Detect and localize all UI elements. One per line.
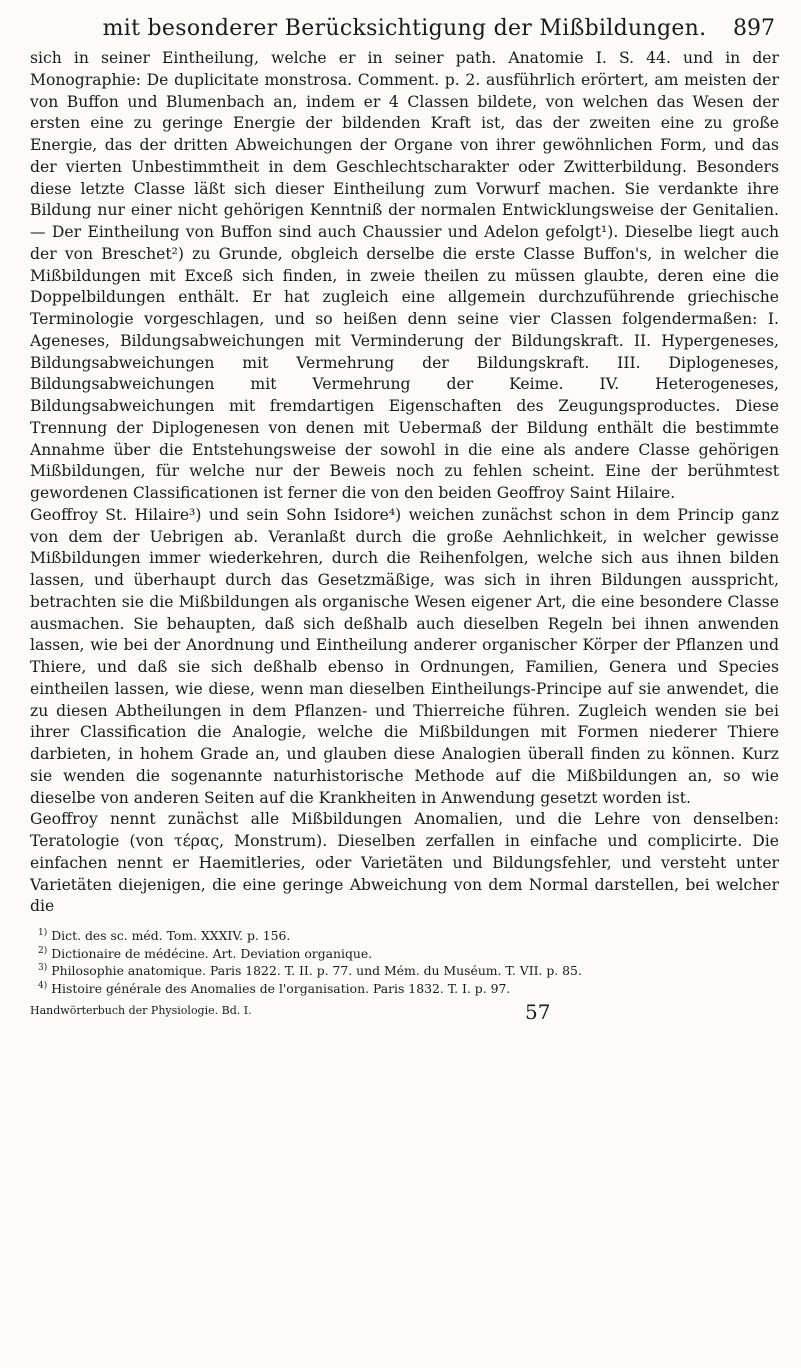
page-number: 897 <box>733 16 775 41</box>
footnote-text: Histoire générale des Anomalies de l'organisation. Paris 1832. T. I. p. 97. <box>51 980 511 996</box>
footnote-text: Dict. des sc. méd. Tom. XXXIV. p. 156. <box>51 928 291 944</box>
footnotes <box>30 926 779 996</box>
footnote-3 <box>38 961 779 979</box>
footnote-text: Dictionaire de médécine. Art. Deviation organique. <box>51 945 373 961</box>
footnote-number: 2) <box>38 945 48 956</box>
footnote-text: Philosophie anatomique. Paris 1822. T. II. p. 77. und Mém. du Muséum. T. VII. p. 85. <box>51 963 582 979</box>
page-header <box>30 10 779 48</box>
footnote-number: 3) <box>38 963 48 974</box>
running-title: mit besonderer Berücksichtigung der Mißbildungen. <box>102 16 707 41</box>
paragraph-3: Geoffroy nennt zunächst alle Mißbildungen Anomalien, und die Lehre von denselben: Teratologie (von τέρας, Monstrum). Dieselben zerfallen in einfache und complicirte. Die einfachen nennt er Haemitleries, oder Varietäten und Bildungsfehler, und versteht unter Varietäten diejenigen, die eine geringe Abweichung von dem Normal darstellen, bei welcher die <box>30 810 779 916</box>
footnote-number: 1) <box>38 928 48 938</box>
page-footer <box>30 1002 779 1032</box>
footnote-1 <box>38 926 779 944</box>
printer-signature: Handwörterbuch der Physiologie. Bd. I. <box>30 1004 252 1018</box>
paragraph-2: Geoffroy St. Hilaire³) und sein Sohn Isidore⁴) weichen zunächst schon in dem Princip ganz von dem der Uebrigen ab. Veranlaßt durch die große Aehnlichkeit, in welcher gewisse Mißbildungen immer wiederkehren, durch die Reihenfolgen, welche sich aus ihnen bilden lassen, und überhaupt durch das Gesetzmäßige, was sich in ihren Bildungen ausspricht, betrachten sie die Mißbildungen als organische Wesen eigener Art, die eine besondere Classe ausmachen. Sie behaupten, daß sich deßhalb auch dieselben Regeln bei ihnen anwenden lassen, wie bei der Anordnung und Eintheilung anderer organischer Körper der Pflanzen und Thiere, und daß sie sich deßhalb ebenso in Ordnungen, Familien, Genera und Species eintheilen lassen, wie diese, wenn man dieselben Eintheilungs-Principe auf sie anwendet, die zu diesen Abtheilungen in dem Pflanzen- und Thierreiche führen. Zugleich wenden sie bei ihrer Classification die Analogie, welche die Mißbildungen mit Formen niederer Thiere darbieten, in hohem Grade an, und glauben diese Analogien überall finden zu können. Kurz sie wenden die sogenannte naturhistorische Methode auf die Mißbildungen an, so wie dieselbe von anderen Seiten auf die Krankheiten in Anwendung gesetzt worden ist. <box>30 505 779 807</box>
body-text <box>30 48 779 918</box>
signature-mark: 57 <box>525 1000 551 1025</box>
paragraph-1: sich in seiner Eintheilung, welche er in seiner path. Anatomie I. S. 44. und in der Monographie: De duplicitate monstrosa. Comment. p. 2. ausführlich erörtert, am meisten der von Buffon und Blumenbach an, indem er 4 Classen bildete, von welchen das Wesen der ersten eine zu geringe Energie der bildenden Kraft ist, das der zweiten eine zu große Energie, das der dritten Abweichungen der Organe von ihrer gewöhnlichen Form, und das der vierten Unbestimmtheit in dem Geschlechtscharakter oder Zwitterbildung. Besonders diese letzte Classe läßt sich dieser Eintheilung zum Vorwurf machen. Sie verdankte ihre Bildung nur einer nicht gehörigen Kenntniß der normalen Entwicklungsweise der Genitalien. — Der Eintheilung von Buffon sind auch Chaussier und Adelon gefolgt¹). Dieselbe liegt auch der von Breschet²) zu Grunde, obgleich derselbe die erste Classe Buffon's, in welcher die Mißbildungen mit Exceß sich finden, in zweie theilen zu müssen glaubte, deren eine die Doppelbildungen enthält. Er hat zugleich eine allgemein durchzuführende griechische Terminologie vorgeschlagen, und so heißen denn seine vier Classen folgendermaßen: I. Ageneses, Bildungsabweichungen mit Verminderung der Bildungskraft. II. Hypergeneses, Bildungsabweichungen mit Vermehrung der Bildungskraft. III. Diplogeneses, Bildungsabweichungen mit Vermehrung der Keime. IV. Heterogeneses, Bildungsabweichungen mit fremdartigen Eigenschaften des Zeugungsproductes. Diese Trennung der Diplogenesen von denen mit Uebermaß der Bildung enthält die bestimmte Annahme über die Entstehungsweise der sowohl in die eine als andere Classe gehörigen Mißbildungen, für welche nur der Beweis noch zu fehlen scheint. Eine der berühmtest gewordenen Classificationen ist ferner die von den beiden Geoffroy Saint Hilaire. <box>30 49 779 502</box>
footnote-number: 4) <box>38 980 48 991</box>
footnote-2 <box>38 944 779 962</box>
footnote-4 <box>38 979 779 997</box>
